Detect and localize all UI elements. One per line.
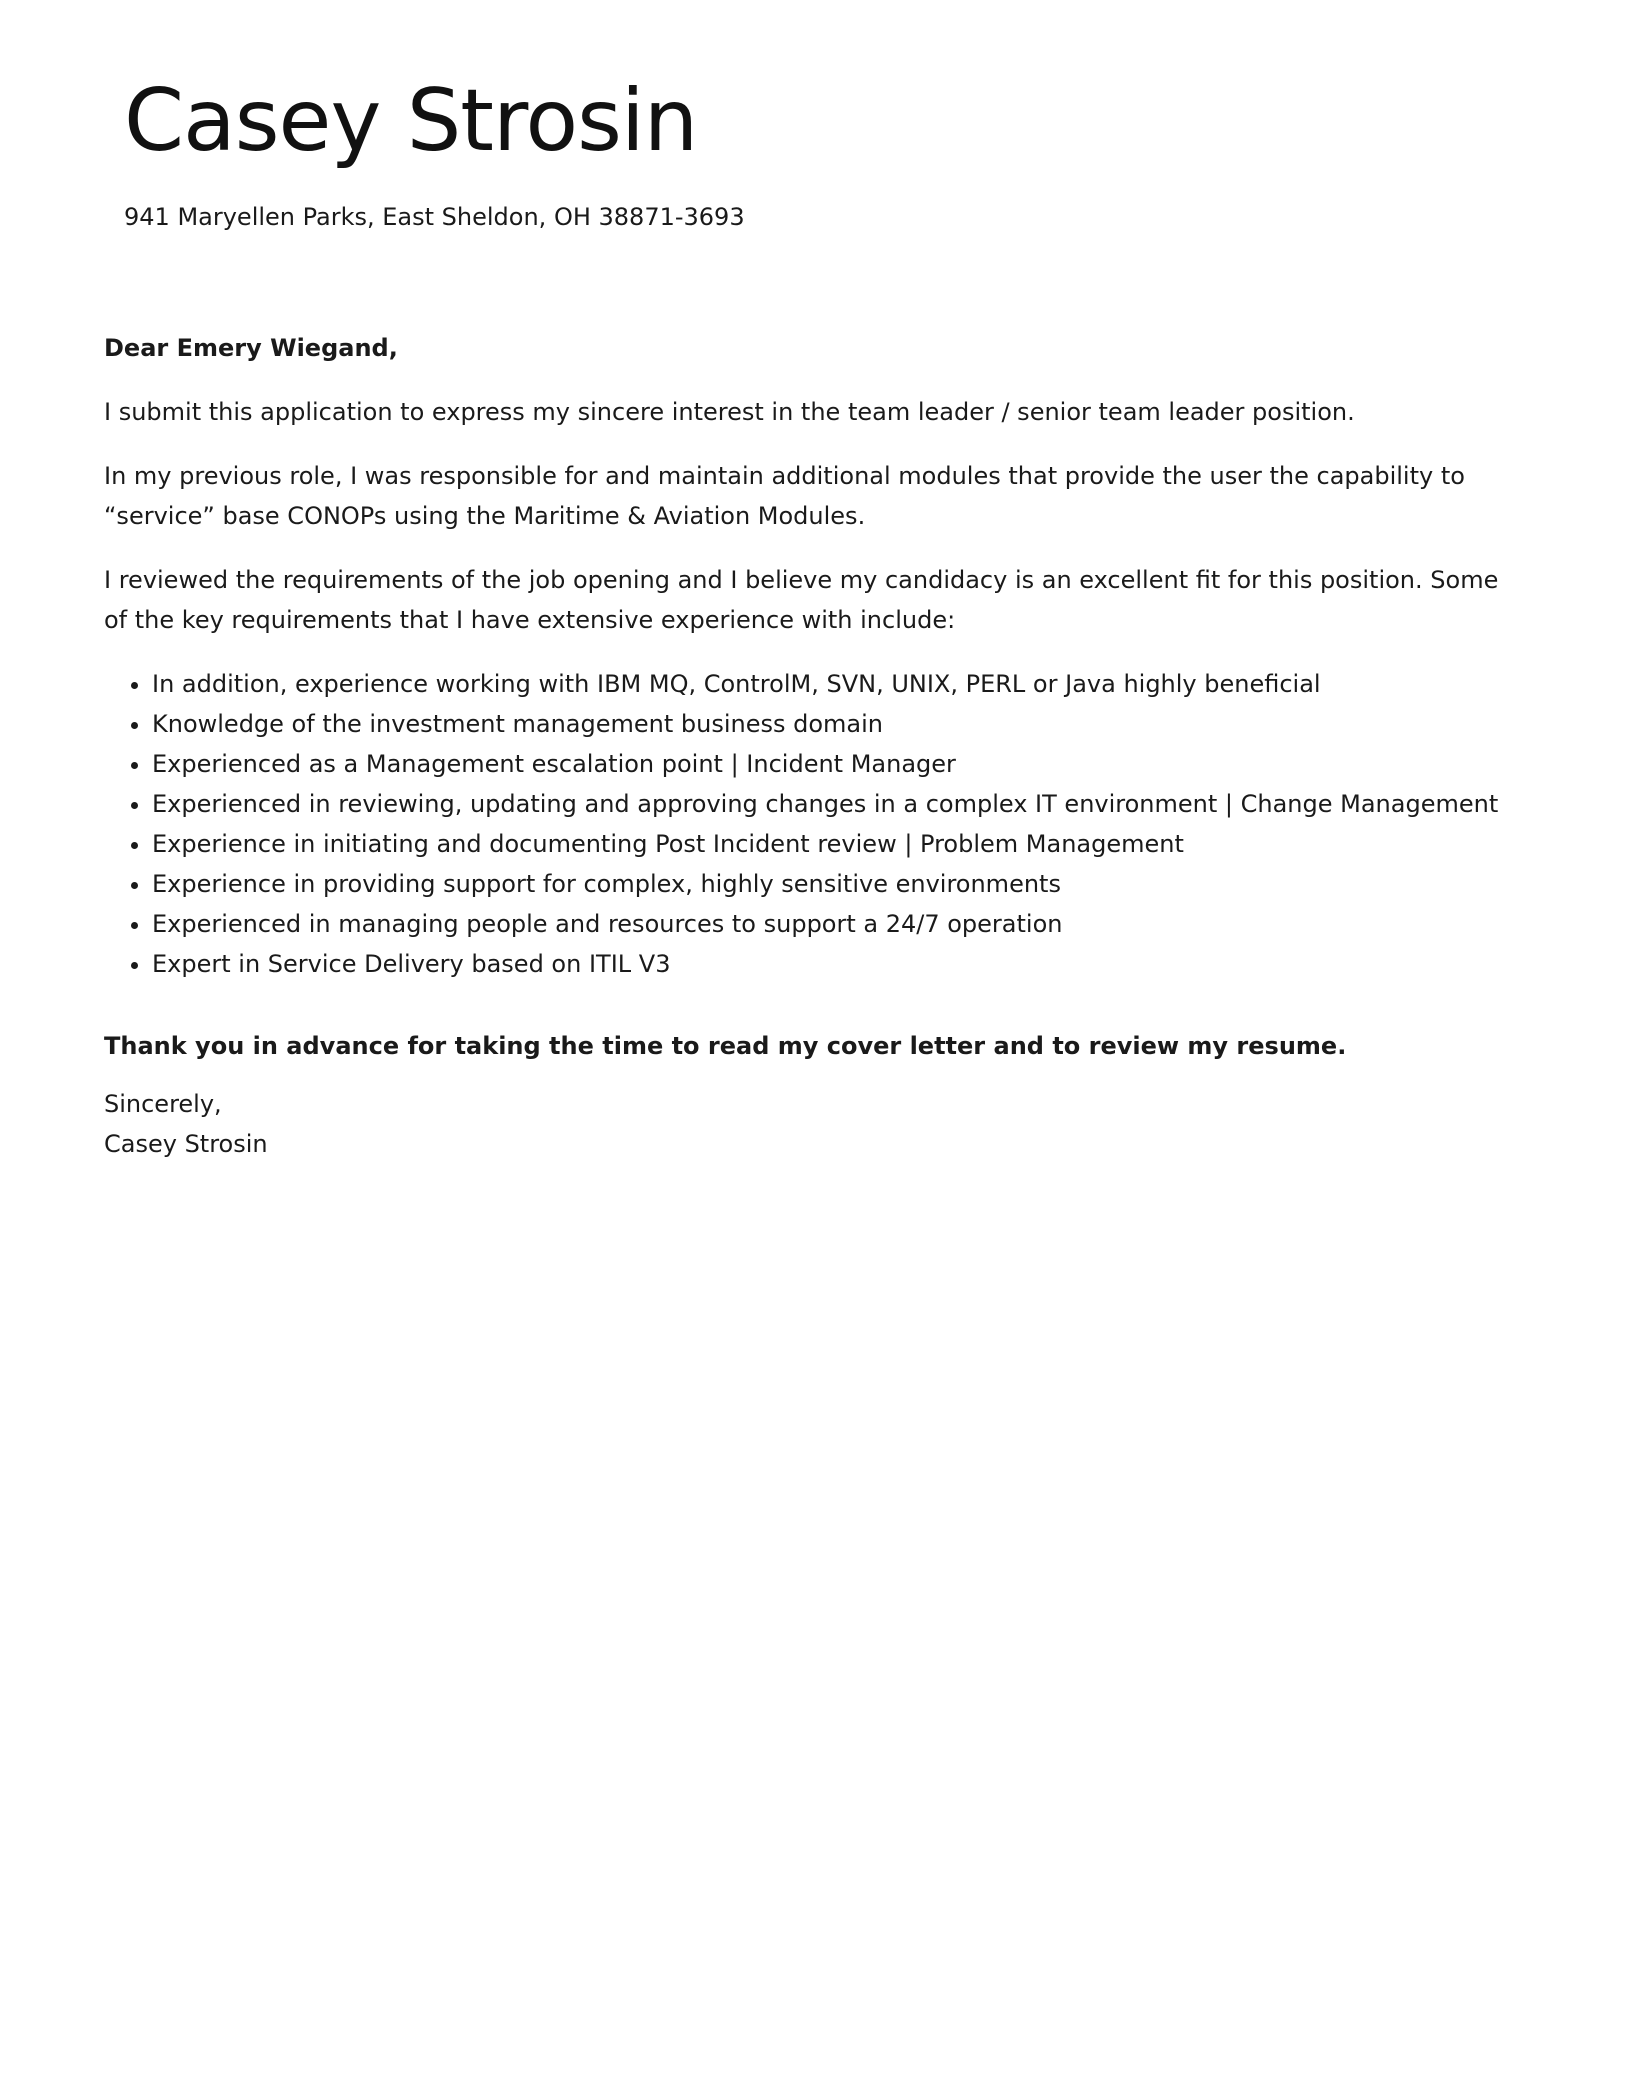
salutation: Dear Emery Wiegand,	[104, 334, 398, 362]
paragraph-intro: I submit this application to express my sincere interest in the team leader / senior team leader position.	[104, 398, 1355, 426]
thank-you-statement: Thank you in advance for taking the time to read my cover letter and to review my resume.	[104, 1032, 1347, 1060]
sender-name: Casey Strosin	[124, 71, 698, 171]
list-item: • Experienced in managing people and resources to support a 24/7 operation	[152, 904, 1524, 944]
letter-body	[104, 328, 1524, 1164]
list-item: • Experienced in reviewing, updating and approving changes in a complex IT environment | Change Management	[152, 784, 1524, 824]
list-item: • Experience in providing support for complex, highly sensitive environments	[152, 864, 1524, 904]
list-item: • Expert in Service Delivery based on ITIL V3	[152, 944, 1524, 984]
paragraph-previous-role: In my previous role, I was responsible for and maintain additional modules that provide the user the capability to “service” base CONOPs using the Maritime & Aviation Modules.	[104, 462, 1465, 530]
sender-address: 941 Maryellen Parks, East Sheldon, OH 38871-3693	[124, 203, 745, 232]
list-item: • Experience in initiating and documenting Post Incident review | Problem Management	[152, 824, 1524, 864]
closing: Sincerely,	[104, 1090, 222, 1118]
signature: Casey Strosin	[104, 1130, 268, 1158]
paragraph-requirements-intro: I reviewed the requirements of the job opening and I believe my candidacy is an excellent fit for this position. Some of the key requirements that I have extensive experience with include:	[104, 566, 1499, 634]
list-item: • Experienced as a Management escalation point | Incident Manager	[152, 744, 1524, 784]
list-item: • In addition, experience working with IBM MQ, ControlM, SVN, UNIX, PERL or Java highly beneficial	[152, 664, 1524, 704]
requirements-list	[104, 664, 1524, 984]
list-item: • Knowledge of the investment management business domain	[152, 704, 1524, 744]
letter-header	[124, 70, 1524, 235]
